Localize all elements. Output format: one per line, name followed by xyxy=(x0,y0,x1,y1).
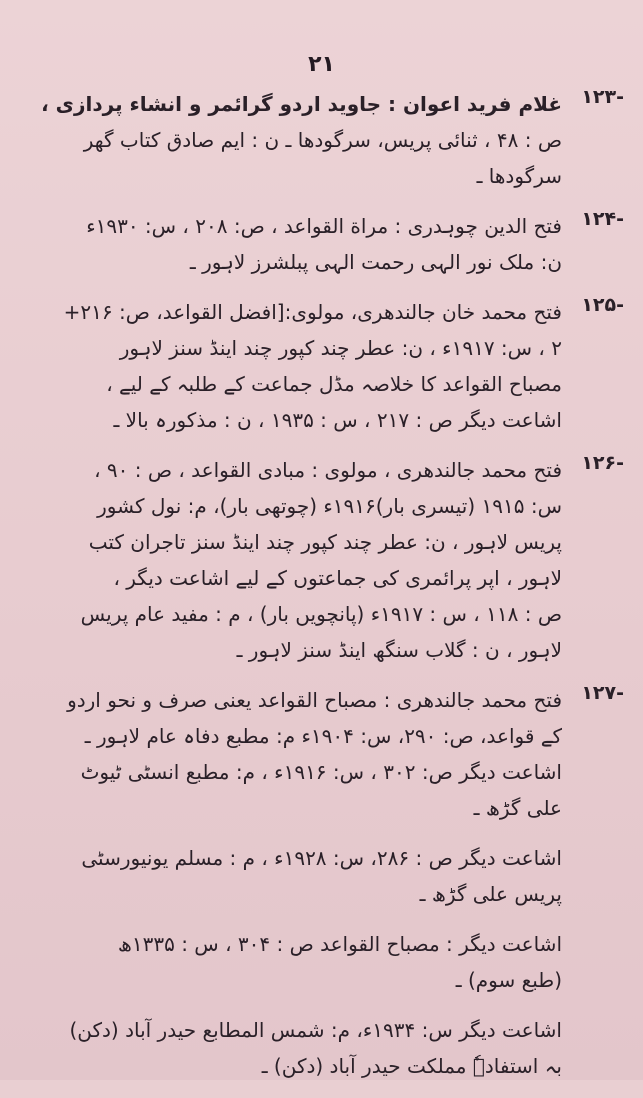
entry-line: اشاعت دیگر ص : ۲۱۷ ، س : ۱۹۳۵ ، ن : مذکورہ بالا ـ xyxy=(113,408,562,432)
bibliography-entry-127 xyxy=(34,682,624,826)
bibliography-entry-126 xyxy=(34,452,624,668)
entry-line: لاہور ، اپر پرائمری کی جماعتوں کے لیے اشاعت دیگر ، xyxy=(113,566,562,590)
bibliography-list xyxy=(34,86,624,1098)
edition-note xyxy=(34,1012,614,1084)
note-line: اشاعت دیگر ص : ۲۸۶، س: ۱۹۲۸ء ، م : مسلم یونیورسٹی xyxy=(81,846,562,870)
entry-text xyxy=(34,294,562,438)
entry-line: سرگودھا ـ xyxy=(476,164,562,188)
entry-line: ن: ملک نور الہی رحمت الہی پبلشرز لاہور ـ xyxy=(189,250,562,274)
entry-line: فتح محمد خان جالندھری، مولوی:[افضل القواعد، ص: ۲۱۶+ xyxy=(63,300,562,324)
entry-number: ۱۲۴- xyxy=(581,208,624,230)
note-text xyxy=(34,926,562,998)
bibliography-entry-124 xyxy=(34,208,624,280)
entry-line: مصباح القواعد کا خلاصہ مڈل جماعت کے طلبہ کے لیے ، xyxy=(106,372,562,396)
entry-number: ۱۲۶- xyxy=(581,452,624,474)
note-line: بہ استفادہٗ مملکت حیدر آباد (دکن) ـ xyxy=(261,1054,562,1078)
entry-line: لاہور ، ن : گلاب سنگھ اینڈ سنز لاہور ـ xyxy=(236,638,562,662)
entry-line: پریس لاہور ، ن: عطر چند کپور چند اینڈ سنز تاجران کتب xyxy=(88,530,562,554)
entry-number: ۱۲۷- xyxy=(581,682,624,704)
note-line: اشاعت دیگر : مصباح القواعد ص : ۳۰۴ ، س : ۱۳۳۵ھ xyxy=(117,932,562,956)
entry-line: ۲ ، س: ۱۹۱۷ء ، ن: عطر چند کپور چند اینڈ سنز لاہور xyxy=(119,336,562,360)
page-number: ۲۱ xyxy=(308,52,335,77)
entry-line: فتح الدین چوہدری : مراة القواعد ، ص: ۲۰۸ ، س: ۱۹۳۰ء xyxy=(86,214,562,238)
entry-line: ص : ۴۸ ، ثنائی پریس، سرگودھا ـ ن : ایم صادق کتاب گھر xyxy=(83,128,562,152)
entry-text xyxy=(34,682,562,826)
bibliography-entry-125 xyxy=(34,294,624,438)
entry-text xyxy=(34,86,562,194)
entry-line: فتح محمد جالندھری : مصباح القواعد یعنی صرف و نحو اردو xyxy=(67,688,562,712)
entry-line: ص : ۱۱۸ ، س : ۱۹۱۷ء (پانچویں بار) ، م : مفید عام پریس xyxy=(80,602,562,626)
entry-text xyxy=(34,452,562,668)
edition-note xyxy=(34,926,614,998)
note-text xyxy=(34,1012,562,1084)
bibliography-entry-123 xyxy=(34,86,624,194)
entry-line: کے قواعد، ص: ۲۹۰، س: ۱۹۰۴ء م: مطبع دفاہ عام لاہور ـ xyxy=(84,724,562,748)
edition-note xyxy=(34,840,614,912)
note-line: اشاعت دیگر س: ۱۹۳۴ء، م: شمس المطابع حیدر آباد (دکن) xyxy=(69,1018,562,1042)
note-line: (طبع سوم) ـ xyxy=(455,968,562,992)
entry-line: فتح محمد جالندھری ، مولوی : مبادی القواعد ، ص : ۹۰ ، xyxy=(94,458,562,482)
entry-line: غلام فرید اعوان : جاوید اردو گرائمر و انشاء پردازی ، xyxy=(41,92,562,116)
entry-line: س: ۱۹۱۵ (تیسری بار)۱۹۱۶ء (چوتھی بار)، م: نول کشور xyxy=(97,494,562,518)
entry-number: ۱۲۵- xyxy=(581,294,624,316)
entry-line: اشاعت دیگر ص: ۳۰۲ ، س: ۱۹۱۶ء ، م: مطبع انسٹی ٹیوٹ xyxy=(80,760,562,784)
note-line: پریس علی گڑھ ـ xyxy=(419,882,562,906)
entry-number: ۱۲۳- xyxy=(581,86,624,108)
note-text xyxy=(34,840,562,912)
entry-text xyxy=(34,208,562,280)
entry-line: علی گڑھ ـ xyxy=(473,796,562,820)
